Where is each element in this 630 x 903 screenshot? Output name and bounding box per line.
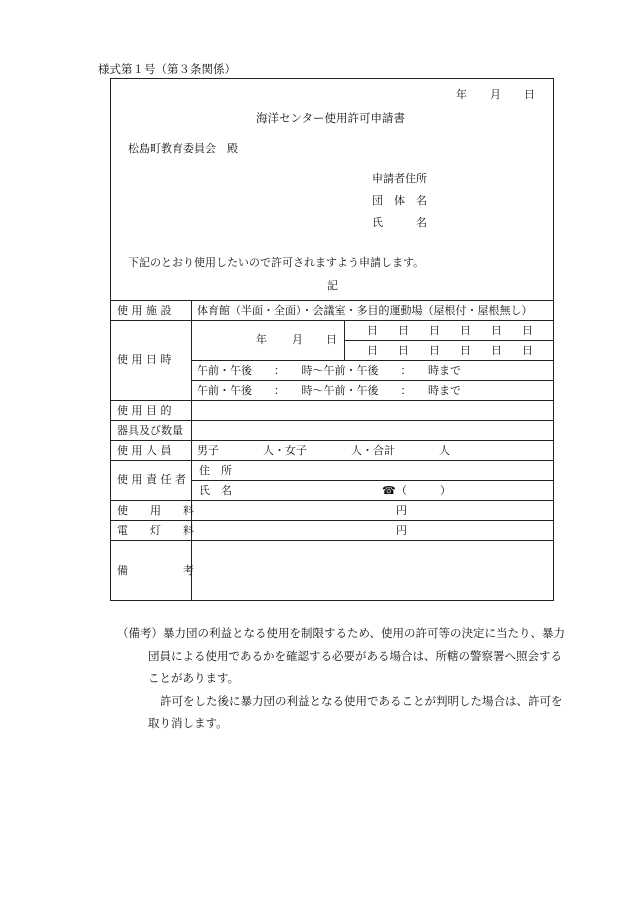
day-mark-r2-2: 日 xyxy=(398,344,409,357)
datetime-month: 月 xyxy=(292,333,303,346)
datetime-day: 日 xyxy=(326,333,337,346)
day-mark-r1-2: 日 xyxy=(398,324,409,337)
telephone-icon: ☎ xyxy=(382,484,396,497)
value-people: 男子 人・女子 人・合計 人 xyxy=(197,444,450,457)
table-line-datetime xyxy=(110,400,554,401)
label-datetime: 使 用 日 時 xyxy=(117,353,172,366)
table-ymd-divider xyxy=(344,320,345,360)
label-fee: 使 用 料 xyxy=(117,504,194,517)
note-line-4: 許可をした後に暴力団の利益となる使用であることが判明した場合は、許可を xyxy=(160,694,563,708)
label-people: 使 用 人 員 xyxy=(117,444,172,457)
table-line-equipment xyxy=(110,440,554,441)
note-line-3: ことがあります。 xyxy=(148,671,240,685)
datetime-year: 年 xyxy=(256,333,267,346)
table-line-time-mid xyxy=(192,380,554,381)
label-equipment: 器具及び数量 xyxy=(117,424,183,437)
time-line-2: 午前・午後 ： 時〜午前・午後 ： 時まで xyxy=(197,384,461,397)
table-line-top xyxy=(110,300,554,301)
day-mark-r1-3: 日 xyxy=(429,324,440,337)
day-mark-r2-5: 日 xyxy=(491,344,502,357)
applicant-name-label: 氏 名 xyxy=(372,216,427,229)
request-sentence: 下記のとおり使用したいので許可されますよう申請します。 xyxy=(128,256,425,269)
day-mark-r2-4: 日 xyxy=(460,344,471,357)
table-line-facility xyxy=(110,320,554,321)
day-mark-r2-6: 日 xyxy=(522,344,533,357)
responsible-phone: （ ） xyxy=(396,484,451,497)
responsible-address-label: 住 所 xyxy=(199,464,232,477)
day-mark-r2-3: 日 xyxy=(429,344,440,357)
date-year-label: 年 xyxy=(456,88,467,101)
addressee: 松島町教育委員会 殿 xyxy=(128,142,238,155)
day-mark-r1-1: 日 xyxy=(367,324,378,337)
label-responsible: 使 用 責 任 者 xyxy=(117,473,186,486)
note-line-2: 団員による使用であるかを確認する必要がある場合は、所轄の警察署へ照会する xyxy=(148,649,562,663)
table-line-resp-mid xyxy=(192,480,554,481)
date-month-label: 月 xyxy=(490,88,501,101)
table-line-ymd-bottom xyxy=(192,360,554,361)
day-mark-r2-1: 日 xyxy=(367,344,378,357)
table-line-responsible xyxy=(110,500,554,501)
table-line-days-mid xyxy=(344,340,554,341)
day-mark-r1-5: 日 xyxy=(491,324,502,337)
table-line-light-fee xyxy=(110,540,554,541)
label-facility: 使 用 施 設 xyxy=(117,304,172,317)
applicant-group-label: 団 体 名 xyxy=(372,194,427,207)
value-facility: 体育館（半面・全面）・会議室・多目的運動場（屋根付・屋根無し） xyxy=(197,304,533,317)
label-remarks: 備 考 xyxy=(117,564,194,577)
label-light-fee: 電 灯 料 xyxy=(117,524,194,537)
table-line-purpose xyxy=(110,420,554,421)
ki-label: 記 xyxy=(327,279,338,292)
note-line-1: （備考）暴力団の利益となる使用を制限するため、使用の許可等の決定に当たり、暴力 xyxy=(117,626,566,640)
time-line-1: 午前・午後 ： 時〜午前・午後 ： 時まで xyxy=(197,364,461,377)
label-purpose: 使 用 目 的 xyxy=(117,404,172,417)
table-line-people xyxy=(110,460,554,461)
table-label-divider xyxy=(191,300,192,601)
day-mark-r1-4: 日 xyxy=(460,324,471,337)
note-line-5: 取り消します。 xyxy=(148,716,228,730)
value-fee-yen: 円 xyxy=(396,504,407,517)
day-mark-r1-6: 日 xyxy=(522,324,533,337)
form-number: 様式第１号（第３条関係） xyxy=(98,62,236,76)
table-line-fee xyxy=(110,520,554,521)
date-day-label: 日 xyxy=(524,88,535,101)
form-title: 海洋センター使用許可申請書 xyxy=(256,111,406,125)
value-light-fee-yen: 円 xyxy=(396,524,407,537)
responsible-name-label: 氏 名 xyxy=(199,484,232,497)
applicant-address-label: 申請者住所 xyxy=(372,172,427,185)
